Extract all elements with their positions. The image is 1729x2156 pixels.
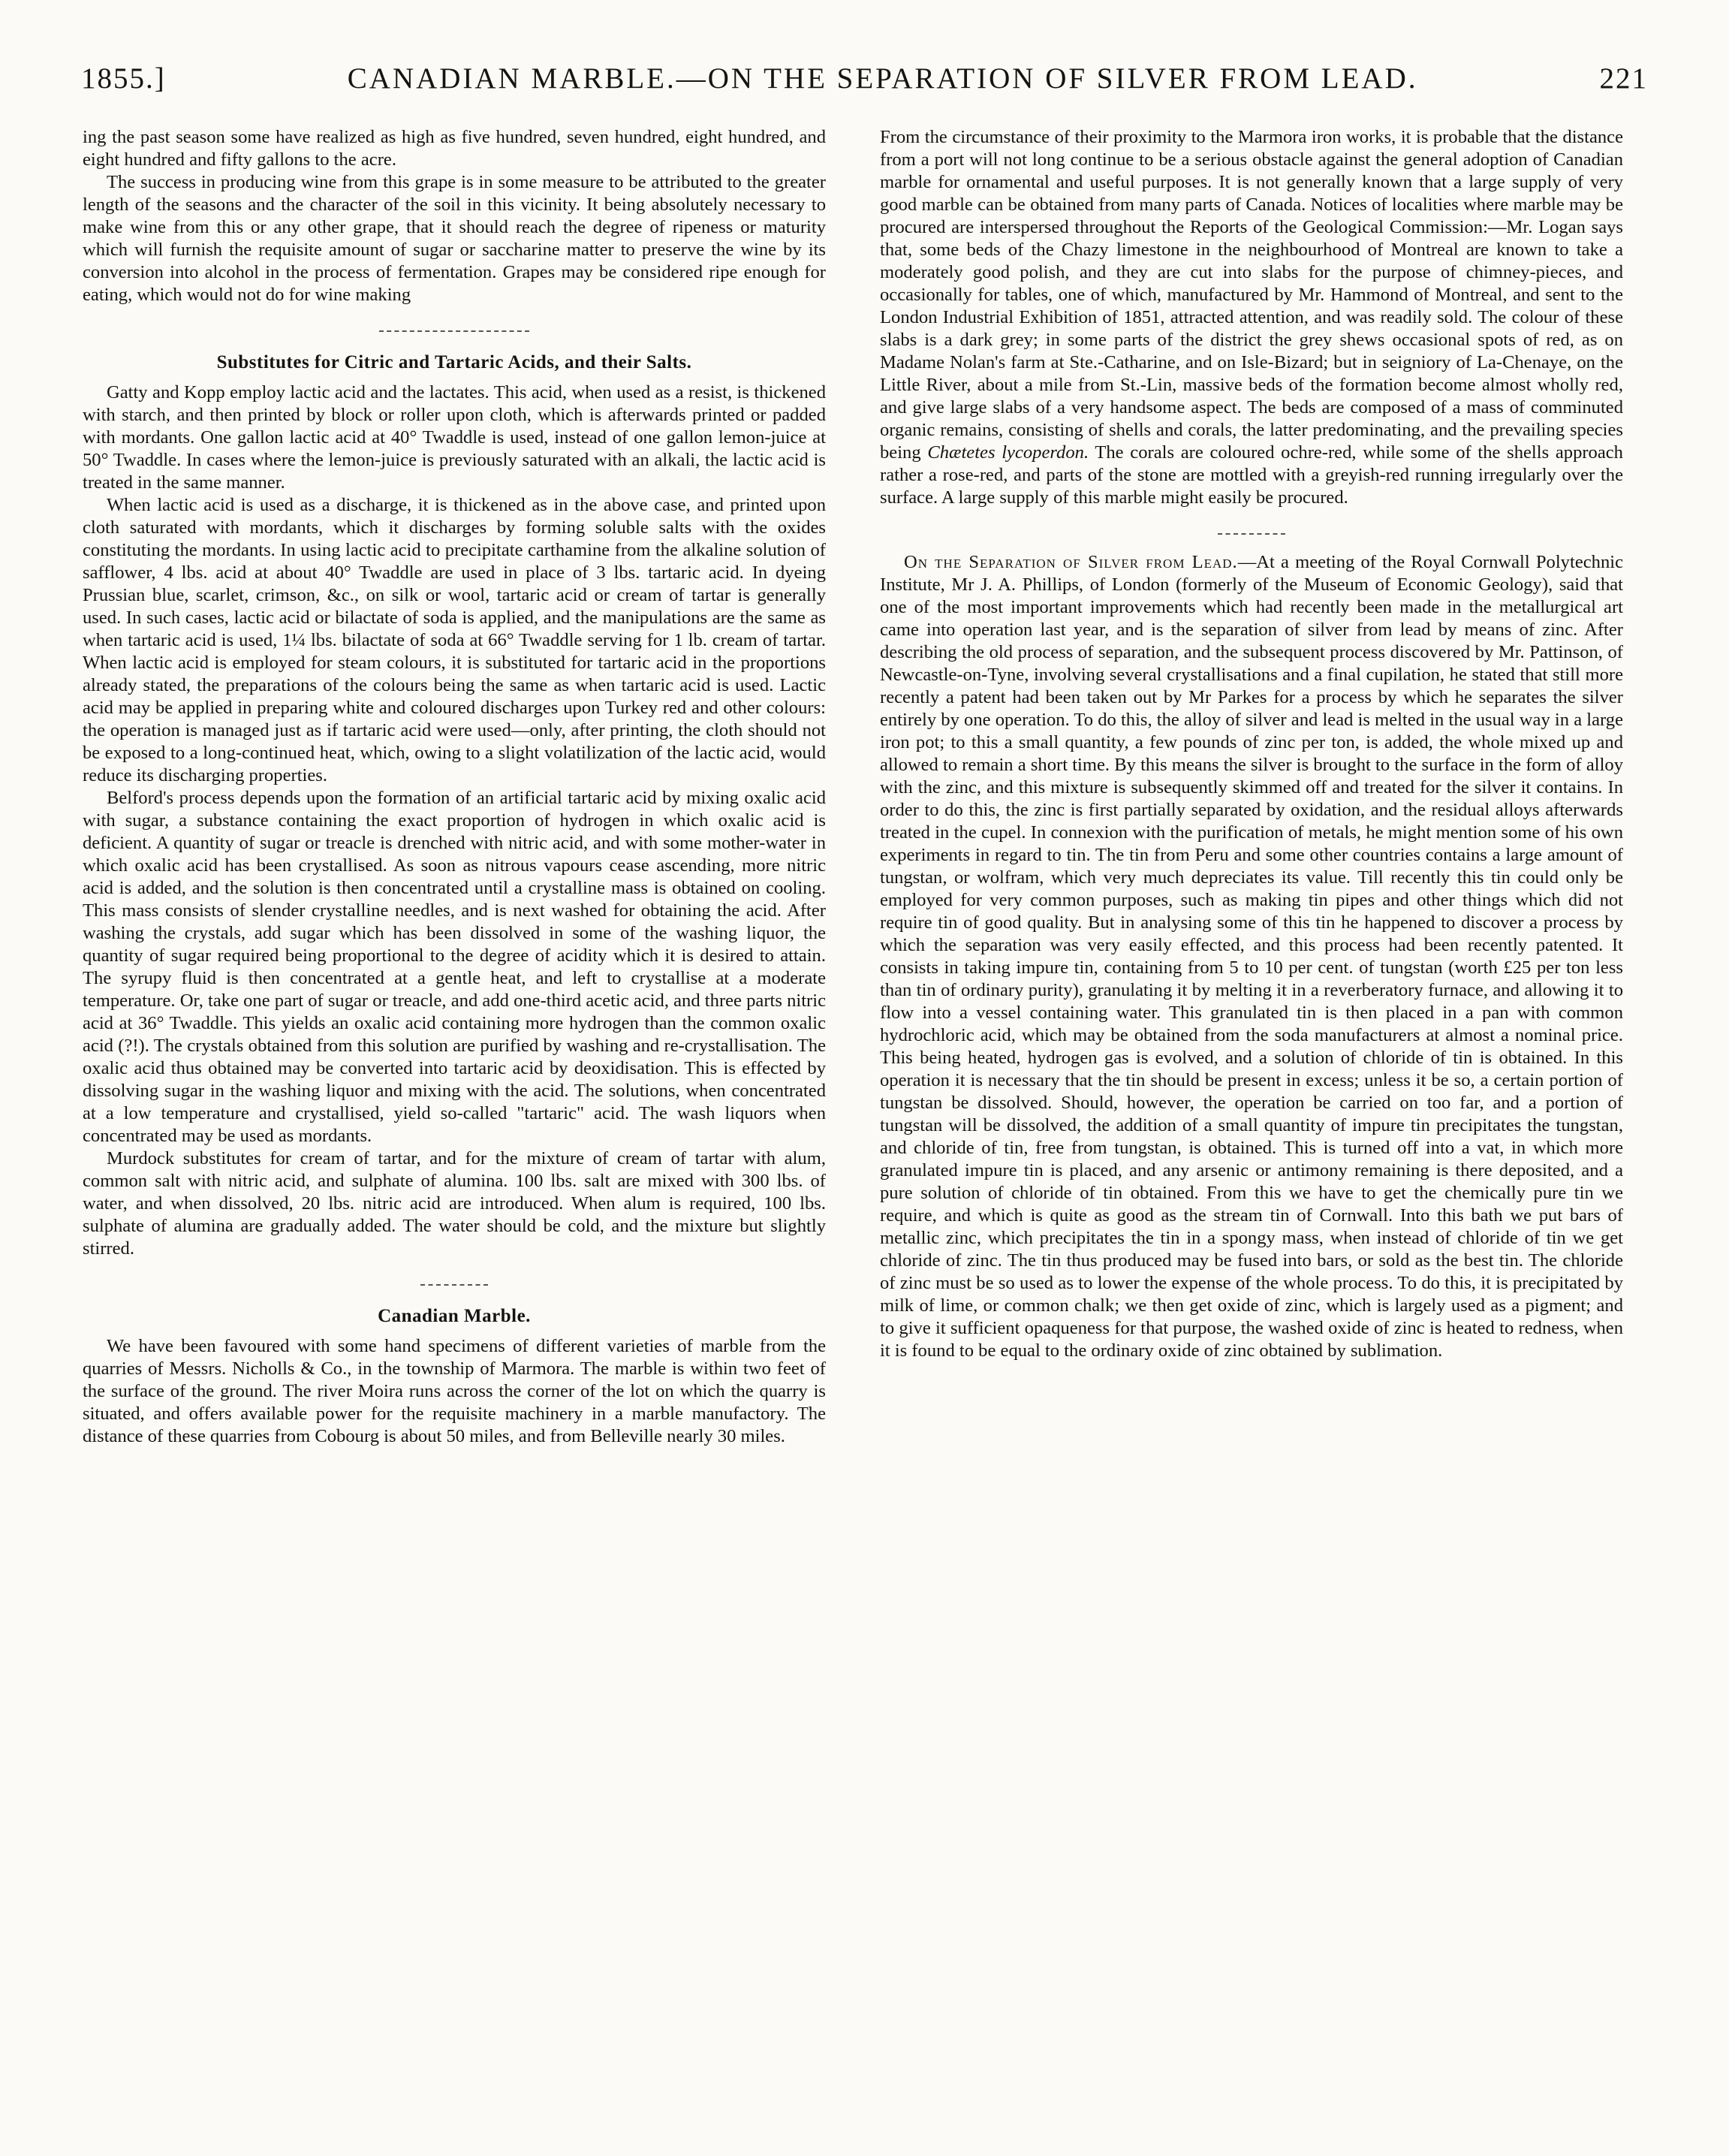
paragraph: Murdock substitutes for cream of tartar, and for the mixture of cream of tartar with alum, common salt with nitric acid, and sulphate of alumina. 100 lbs. salt are mixed with 300 lbs. of water, and when dissolved, 20 lbs. nitric acid are introduced. When alum is required, 100 lbs. sulphate of alumina are gradually added. The water should be cold, and the mixture but slightly stirred. [83, 1148, 826, 1259]
paragraph: The success in producing wine from this grape is in some measure to be attributed to the greater length of the seasons and the character of the soil in this vicinity. It being absolutely necessary to make wine from this or any other grape, that it should reach the degree of ripeness or maturity which will furnish the requisite amount of sugar or saccharine matter to preserve the wine by its conversion into alcohol in the process of fermentation. Grapes may be considered ripe enough for eating, which would not do for wine making [83, 172, 826, 305]
paragraph: ing the past season some have realized as high as five hundred, seven hundred, eight hundred, and eight hundred and fifty gallons to the acre. [83, 127, 826, 170]
paragraph [880, 126, 1623, 509]
right-column [880, 126, 1623, 1362]
paragraph: We have been favoured with some hand specimens of different varieties of marble from the quarries of Messrs. Nicholls & Co., in the township of Marmora. The marble is within two feet of the surface of the ground. The river Moira runs across the corner of the lot on which the quarry is situated, and offers available power for the requisite machinery in a marble manufactory. The distance of these quarries from Cobourg is about 50 miles, and from Belleville nearly 30 miles. [83, 1336, 826, 1446]
text-run: From the circumstance of their proximity to the Marmora iron works, it is probable that the distance from a port will not long continue to be a serious obstacle against the general adoption of Canadian marble for ornamental and useful purposes. It is not generally known that a large supply of very good marble can be obtained from many parts of Canada. Notices of localities where marble may be procured are interspersed throughout the Reports of the Geological Commission:—Mr. Logan says that, some beds of the Chazy limestone in the neighbourhood of Montreal are known to take a moderately good polish, and they are cut into slabs for the purpose of chimney-pieces, and occasionally for tables, one of which, manufactured by Mr. Hammond of Montreal, and sent to the London Industrial Exhibition of 1851, attracted attention, and was readily sold. The colour of these slabs is a dark grey; in some parts of the district the grey shews occasional spots of red, as on Madame Nolan's farm at Ste.-Catharine, and on Isle-Bizard; but in seigniory of La-Chenaye, on the Little River, about a mile from St.-Lin, massive beds of the formation become almost wholly red, and give large slabs of a very handsome aspect. The beds are composed of a mass of comminuted organic remains, consisting of shells and corals, the latter predominating, and the prevailing species being [880, 127, 1623, 463]
text-run: —At a meeting of the Royal Cornwall Polytechnic Institute, Mr J. A. Phillips, of London (formerly of the Museum of Economic Geology), said that one of the most important improvements which had recently been made in the metallurgical art came into operation last year, and is the separation of silver from lead by means of zinc. After describing the old process of separation, and the subsequent process discovered by Mr. Pattinson, of Newcastle-on-Tyne, involving several crystallisations and a final cupilation, he stated that still more recently a patent had been taken out by Mr Parkes for a process by which he separates the silver entirely by one operation. To do this, the alloy of silver and lead is melted in the usual way in a large iron pot; to this a small quantity, a few pounds of zinc per ton, is added, the whole mixed up and allowed to remain a short time. By this means the silver is brought to the surface in the form of alloy with the zinc, and this mixture is subsequently skimmed off and treated for the silver it contains. In order to do this, the zinc is first partially separated by oxidation, and the residual alloys afterwards treated in the cupel. In connexion with the purification of metals, he might mention some of his own experiments in regard to tin. The tin from Peru and some other countries contains a large amount of tungstan, or wolfram, which very much depreciates its value. Till recently this tin could only be employed for very common purposes, such as making tin pipes and other things which did not require tin of good quality. But in analysing some of this tin he happened to discover a process by which the separation was very easily effected, and this process had been recently patented. It consists in taking impure tin, containing from 5 to 10 per cent. of tungstan (worth £25 per ton less than tin of ordinary purity), granulating it by melting it in a reverberatory furnace, and allowing it to flow into a vessel containing water. This granulated tin is then placed in a pan with common hydrochloric acid, which may be obtained from the soda manufacturers at almost a nominal price. This being heated, hydrogen gas is evolved, and a solution of chloride of tin is obtained. In this operation it is necessary that the tin should be present in excess; unless it be so, a certain portion of tungstan be dissolved. Should, however, the operation be carried on too far, and a portion of tungstan will be dissolved, the addition of a small quantity of impure tin precipitates the tungstan, and chloride of tin, free from tungstan, is obtained. This is turned off into a vat, in which more granulated impure tin is placed, and any arsenic or antimony remaining is there deposited, and a pure solution of chloride of tin obtained. From this we have to get the chemically pure tin we require, and which is quite as good as the stream tin of Cornwall. Into this bath we put bars of metallic zinc, which precipitates the tin in a spongy mass, when instead of chloride of tin we get chloride of zinc. The tin thus produced may be fused into bars, or sold as the best tin. The chloride of zinc must be so used as to lower the expense of the whole process. To do this, it is precipitated by milk of lime, or common chalk; we then get oxide of zinc, which is largely used as a pigment; and to give it sufficient opaqueness for that purpose, the washed oxide of zinc is heated to redness, when it is found to be equal to the ordinary oxide of zinc obtained by sublimation. [880, 552, 1623, 1361]
header-title: CANADIAN MARBLE.—ON THE SEPARATION OF SILVER FROM LEAD. [347, 62, 1418, 95]
section-divider [83, 315, 826, 338]
paragraph: Gatty and Kopp employ lactic acid and the lactates. This acid, when used as a resist, is thickened with starch, and then printed by block or roller upon cloth, which is afterwards printed or padded with mordants. One gallon lactic acid at 40° Twaddle is used, instead of one gallon lemon-juice at 50° Twaddle. In cases where the lemon-juice is previously saturated with an alkali, the lactic acid is treated in the same manner. [83, 382, 826, 493]
text-run: The corals are coloured ochre-red, while some of the shells approach rather a rose-red, and parts of the stone are mottled with a greyish-red running irregularly over the surface. A large supply of this marble might easily be procured. [880, 442, 1623, 508]
header-year: 1855.] [81, 62, 166, 95]
paragraph: Belford's process depends upon the formation of an artificial tartaric acid by mixing oxalic acid with sugar, a substance containing the exact proportion of hydrogen in which oxalic acid is deficient. A quantity of sugar or treacle is drenched with nitric acid, and with some mother-water in which oxalic acid has been crystallised. As soon as nitrous vapours cease ascending, more nitric acid is added, and the solution is then concentrated until a crystalline mass is obtained on cooling. This mass consists of slender crystalline needles, and is next washed for obtaining the acid. After washing the crystals, add sugar which has been dissolved in some of the washing liquor, the quantity of sugar required being proportional to the degree of acidity which it is desired to attain. The syrupy fluid is then concentrated at a gentle heat, and left to crystallise at a moderate temperature. Or, take one part of sugar or treacle, and add one-third acetic acid, and three parts nitric acid at 36° Twaddle. This yields an oxalic acid containing more hydrogen than the common oxalic acid (?!). The crystals obtained from this solution are purified by washing and re-crystallisation. The oxalic acid thus obtained may be converted into tartaric acid by deoxidisation. This is effected by dissolving sugar in the washing liquor and mixing with the acid. The solutions, when concentrated at a low temperature and crystallised, yield so-called "tartaric" acid. The wash liquors when concentrated may be used as mordants. [83, 788, 826, 1146]
left-column [83, 126, 826, 1448]
species-name: Chætetes lycoperdon. [927, 442, 1089, 463]
paragraph [880, 551, 1623, 1362]
section-heading-substitutes: Substitutes for Citric and Tartaric Acids, and their Salts. [216, 352, 692, 372]
running-header [81, 62, 1648, 95]
section-heading-silver-lead: On the Separation of Silver from Lead. [903, 552, 1238, 572]
section-heading-canadian-marble: Canadian Marble. [378, 1306, 531, 1326]
section-divider [83, 1269, 826, 1292]
paragraph: When lactic acid is used as a discharge, it is thickened as in the above case, and printed upon cloth saturated with mordants, which it discharges by forming soluble salts with the oxides constituting the mordants. In using lactic acid to precipitate carthamine from the alkaline solution of safflower, 4 lbs. acid at about 40° Twaddle are used in place of 3 lbs. tartaric acid. In dyeing Prussian blue, scarlet, crimson, &c., on silk or wool, tartaric acid or cream of tartar is generally used. In such cases, lactic acid or bilactate of soda is applied, and the manipulations are the same as when tartaric acid is used, 1¼ lbs. bilactate of soda at 66° Twaddle serving for 1 lb. cream of tartar. When lactic acid is employed for steam colours, it is substituted for tartaric acid in the proportions already stated, the preparations of the colours being the same as when tartaric acid is used. Lactic acid may be applied in preparing white and coloured discharges upon Turkey red and other colours: the operation is managed just as if tartaric acid were used—only, after printing, the cloth should not be exposed to a long-continued heat, which, owing to a slight volatilization of the lactic acid, would reduce its discharging properties. [83, 495, 826, 786]
page-number: 221 [1599, 62, 1648, 95]
section-divider [880, 518, 1623, 541]
